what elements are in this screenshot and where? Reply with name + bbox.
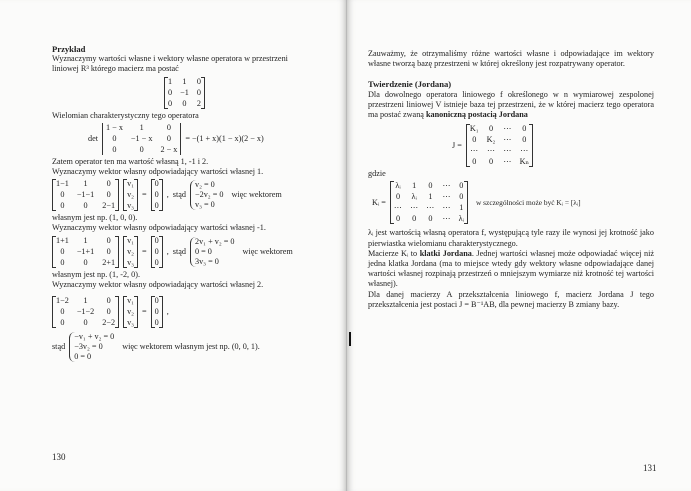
eigenvalues-line: Zatem operator ten ma wartość własną 1, -1 i 2. [52,156,209,166]
left-column [52,44,324,364]
blocks-paragraph: Macierze Kᵢ to klatki Jordana. Jednej wartości własnej może odpowiadać więcej niż jedna klatka Jordana (ma to miejsce wtedy gdy wektory własne odpowiadające danej wartości własnej rozpinają przestrzeń o mniejszym wymiarze niż krotność tej wartości własnej). [368,248,654,289]
det-label: det [88,133,99,143]
stad-3: stąd [52,341,66,351]
jordan-matrix: K₁ 0 ⋯ 0 0 K₂ ⋯ 0 ⋯ ⋯ ⋯ ⋯ 0 0 ⋯ Kₙ [466,124,533,167]
system-3-vector: v₁ v₂ v₃ [123,296,138,328]
det-row [88,123,324,155]
page-number-left: 130 [52,452,66,462]
vec1-result: własnym jest np. (1, 0, 0). [52,213,138,223]
vec2-result: własnym jest np. (1, -2, 0). [52,269,141,279]
system-1-matrix: 1−1 1 0 0 −1−1 0 0 0 2−1 [52,179,119,211]
vec1-intro: Wyznaczymy wektor własny odpowiadający wartości własnej 1. [52,167,264,177]
wiec-wektorem-1: więc wektorem [231,190,282,200]
vec3-result: więc wektorem własnym jest np. (0, 0, 1). [122,341,260,351]
note-paragraph: Zauważmy, że otrzymaliśmy różne wartości własne i odpowiadające im wektory własne tworzą bazę przestrzeni w której określony jest rozpatrywany operator. [368,49,654,69]
system-3: 1−2 1 0 0 −1−2 0 0 0 2−2 v₁ v₂ v₃ = 0 0 0 , [52,296,324,328]
stad-1: stąd [172,190,186,200]
system-1-zeros: 0 0 0 [151,179,163,211]
system-2-zeros: 0 0 0 [151,236,163,268]
gdzie-label: gdzie [368,169,386,179]
char-poly-label: Wielomian charakterystyczny tego operatora [52,110,199,120]
system-3-zeros: 0 0 0 [151,296,163,328]
theorem-heading: Twierdzenie (Jordana) [368,79,452,90]
system-1-vector: v₁ v₂ v₃ [123,179,138,211]
given-paragraph: Dla danej macierzy A przekształcenia liniowego f, macierz Jordana J tego przekształcenia jest postaci J = B⁻¹AB, dla pewnej macierzy B zmiany bazy. [368,289,654,309]
system-1-equations: v₂ = 0 −2v₂ = 0 v₃ = 0 [190,180,223,210]
j-label: J = [452,140,462,150]
system-2-vector: v₁ v₂ v₃ [123,236,138,268]
stad-2: stąd [172,246,186,256]
page-number-right: 131 [643,463,657,473]
theorem-paragraph [368,90,654,121]
example-heading: Przykład [52,44,86,54]
theorem-text: Dla dowolnego operatora liniowego f określonego w n wymiarowej zespolonej przestrzeni liniowej V istnieje baza tej przestrzeni, że w której macierz tego operatora ma postać zwaną [368,89,654,120]
system-1: 1−1 1 0 0 −1−1 0 0 0 2−1 v₁ v₂ v₃ = 0 0 0 , stąd v₂ = 0 −2v₂ = 0 v₃ = 0 więc wektorem [52,179,324,211]
vec3-intro: Wyznaczymy wektor własny odpowiadający wartości własnej 2. [52,279,264,289]
right-column [368,49,654,310]
system-3-equations: −v₁ + v₂ = 0 −3v₂ = 0 0 = 0 [69,332,114,362]
jordan-matrix-row [452,124,654,167]
det-matrix: 1 − x 1 0 0 −1 − x 0 0 0 2 − x [102,123,181,155]
blocks-bold: klatki Jordana [419,248,472,258]
binding-mark [349,332,351,346]
vec2-intro: Wyznaczymy wektor własny odpowiadający wartości własnej -1. [52,223,266,233]
system-3-solution [52,332,324,362]
lambda-paragraph: λᵢ jest wartością własną operatora f, występującą tyle razy ile wynosi jej krotność jako pierwiastka wielomianu charakterystycznego. [368,228,654,248]
system-2-equations: 2v₁ + v₂ = 0 0 = 0 3v₃ = 0 [190,237,235,267]
system-3-matrix: 1−2 1 0 0 −1−2 0 0 0 2−2 [52,296,119,328]
matrix-a: 1 1 0 0 −1 0 0 0 2 [164,77,205,109]
k-matrix: λᵢ 1 0 ⋯ 0 0 λᵢ 1 ⋯ 0 ⋯ ⋯ ⋯ ⋯ 1 0 0 0 ⋯ λᵢ [390,181,468,224]
intro-line-2: liniowej R³ którego macierz ma postać [52,64,179,74]
theorem-bold: kanoniczną postacią Jordana [425,110,528,120]
system-2: 1+1 1 0 0 −1+1 0 0 0 2+1 v₁ v₂ v₃ = 0 0 0 , stąd 2v₁ + v₂ = 0 0 = 0 3v₃ = 0 więc wektorem [52,236,324,268]
k-matrix-row [372,181,654,224]
matrix-a-row [164,77,324,109]
intro-line-1: Wyznaczymy wartości własne i wektory własne operatora w przestrzeni [52,54,288,64]
k-note: w szczególności może być Kᵢ = [λᵢ] [475,197,581,207]
det-result: = −(1 + x)(1 − x)(2 − x) [185,133,264,143]
wiec-wektorem-2: więc wektorem [242,246,293,256]
system-2-matrix: 1+1 1 0 0 −1+1 0 0 0 2+1 [52,236,119,268]
k-label: Kᵢ = [372,197,386,207]
